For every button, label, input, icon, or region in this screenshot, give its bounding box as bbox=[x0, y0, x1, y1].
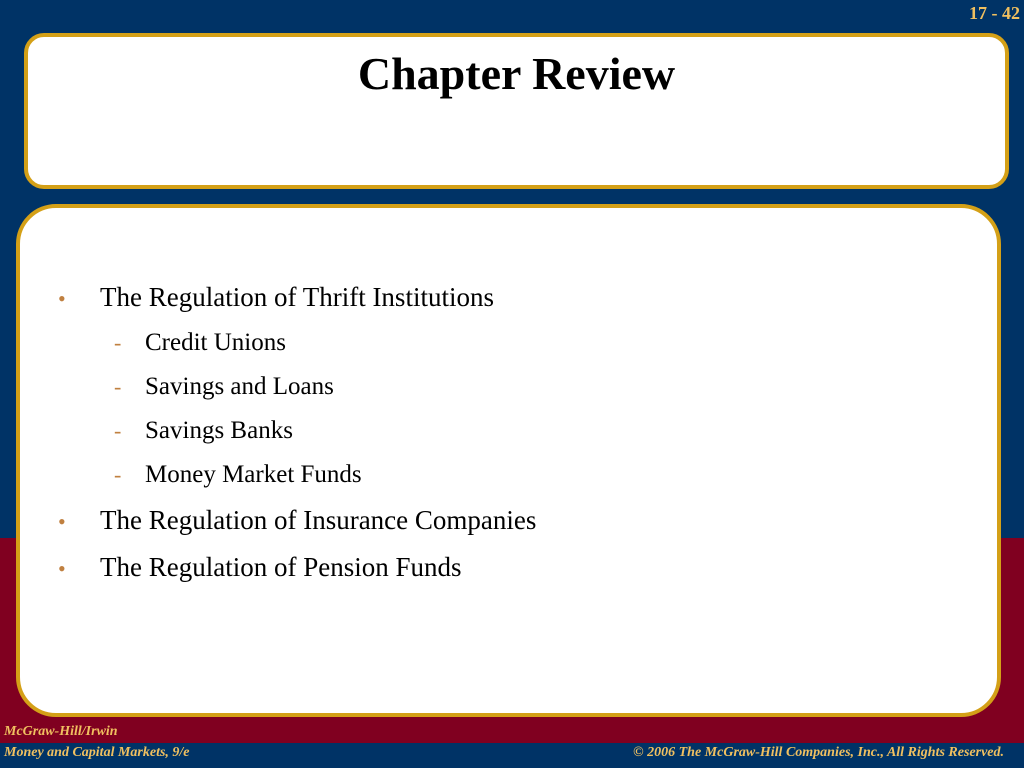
slide-number: 17 - 42 bbox=[969, 3, 1020, 23]
sub-bullet-text: Savings and Loans bbox=[145, 373, 334, 400]
bullet-item bbox=[58, 278, 958, 318]
sub-bullet-marker: - bbox=[114, 418, 122, 443]
sub-bullet-item bbox=[58, 369, 958, 405]
bullet-marker: • bbox=[58, 556, 66, 581]
copyright-notice: © 2006 The McGraw-Hill Companies, Inc., All Rights Reserved. bbox=[633, 745, 1004, 760]
publisher-name: McGraw-Hill/Irwin bbox=[4, 724, 118, 739]
bullet-item bbox=[58, 501, 958, 541]
sub-bullet-marker: - bbox=[114, 462, 122, 487]
sub-bullet-text: Savings Banks bbox=[145, 417, 293, 444]
sub-bullet-item bbox=[58, 325, 958, 361]
footer-left bbox=[4, 721, 190, 763]
bullet-marker: • bbox=[58, 509, 66, 534]
bullet-text: The Regulation of Thrift Institutions bbox=[100, 282, 494, 312]
sub-bullet-marker: - bbox=[114, 374, 122, 399]
book-title: Money and Capital Markets, 9/e bbox=[4, 745, 190, 760]
sub-bullet-item bbox=[58, 457, 958, 493]
bullet-item bbox=[58, 548, 958, 588]
slide-title: Chapter Review bbox=[357, 48, 676, 99]
sub-bullet-item bbox=[58, 413, 958, 449]
title-panel bbox=[24, 33, 1009, 189]
sub-bullet-text: Credit Unions bbox=[145, 329, 286, 356]
sub-bullet-marker: - bbox=[114, 330, 122, 355]
sub-bullet-text: Money Market Funds bbox=[145, 461, 362, 488]
bullet-list bbox=[58, 278, 958, 595]
bullet-text: The Regulation of Insurance Companies bbox=[100, 505, 537, 535]
bullet-text: The Regulation of Pension Funds bbox=[100, 552, 462, 582]
bullet-marker: • bbox=[58, 286, 66, 311]
